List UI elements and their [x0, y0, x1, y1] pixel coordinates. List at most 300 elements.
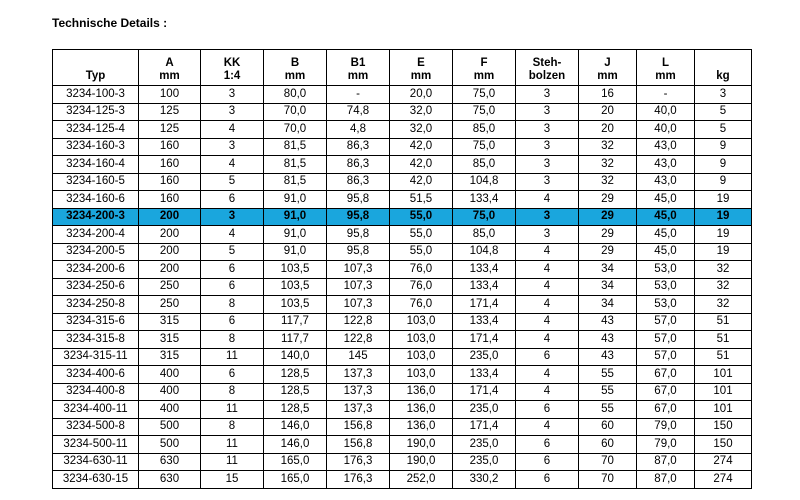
cell-e: 32,0 — [390, 103, 453, 121]
table-row — [53, 453, 752, 471]
cell-steh: 4 — [516, 383, 579, 401]
cell-b: 70,0 — [264, 103, 327, 121]
cell-kg: 150 — [695, 436, 752, 454]
cell-j: 43 — [579, 331, 637, 349]
cell-f: 85,0 — [453, 121, 516, 139]
column-header-bottom: mm — [597, 70, 618, 82]
table-row — [53, 173, 752, 191]
cell-e: 103,0 — [390, 366, 453, 384]
table-row — [53, 243, 752, 261]
cell-kg: 5 — [695, 121, 752, 139]
cell-b: 103,5 — [264, 296, 327, 314]
cell-kg: 9 — [695, 173, 752, 191]
column-header-top: F — [480, 57, 488, 69]
table-row — [53, 401, 752, 419]
cell-typ: 3234-160-4 — [53, 156, 139, 174]
cell-typ: 3234-160-6 — [53, 191, 139, 209]
table-row — [53, 331, 752, 349]
cell-j: 29 — [579, 191, 637, 209]
cell-b: 80,0 — [264, 86, 327, 104]
cell-kg: 32 — [695, 261, 752, 279]
cell-b: 70,0 — [264, 121, 327, 139]
cell-kk: 6 — [201, 313, 264, 331]
cell-b: 81,5 — [264, 173, 327, 191]
cell-steh: 4 — [516, 418, 579, 436]
cell-l: 45,0 — [637, 191, 695, 209]
cell-j: 43 — [579, 348, 637, 366]
cell-a: 200 — [139, 261, 201, 279]
cell-typ: 3234-630-15 — [53, 471, 139, 489]
cell-b: 128,5 — [264, 366, 327, 384]
cell-f: 133,4 — [453, 261, 516, 279]
cell-a: 400 — [139, 401, 201, 419]
cell-steh: 4 — [516, 366, 579, 384]
cell-b: 91,0 — [264, 191, 327, 209]
cell-b1: 176,3 — [327, 471, 390, 489]
column-header-b1 — [327, 50, 390, 86]
cell-l: 57,0 — [637, 348, 695, 366]
cell-typ: 3234-200-6 — [53, 261, 139, 279]
column-header-bottom: mm — [284, 70, 306, 82]
cell-e: 76,0 — [390, 296, 453, 314]
cell-typ: 3234-630-11 — [53, 453, 139, 471]
cell-kg: 9 — [695, 156, 752, 174]
cell-kk: 3 — [201, 208, 264, 226]
cell-b: 103,5 — [264, 261, 327, 279]
cell-steh: 3 — [516, 156, 579, 174]
cell-b1: 107,3 — [327, 278, 390, 296]
cell-kg: 51 — [695, 348, 752, 366]
table-row — [53, 278, 752, 296]
cell-l: 57,0 — [637, 331, 695, 349]
cell-e: 103,0 — [390, 313, 453, 331]
cell-a: 500 — [139, 436, 201, 454]
cell-typ: 3234-315-8 — [53, 331, 139, 349]
column-header-j — [579, 50, 637, 86]
cell-l: - — [637, 86, 695, 104]
cell-kk: 8 — [201, 383, 264, 401]
cell-a: 315 — [139, 348, 201, 366]
column-header-bottom: 1:4 — [223, 70, 241, 82]
cell-steh: 3 — [516, 173, 579, 191]
table-row — [53, 86, 752, 104]
cell-l: 43,0 — [637, 156, 695, 174]
cell-j: 55 — [579, 383, 637, 401]
cell-kg: 9 — [695, 138, 752, 156]
cell-typ: 3234-500-8 — [53, 418, 139, 436]
cell-kk: 11 — [201, 401, 264, 419]
cell-kg: 32 — [695, 296, 752, 314]
cell-f: 235,0 — [453, 436, 516, 454]
cell-f: 133,4 — [453, 278, 516, 296]
cell-b1: 86,3 — [327, 156, 390, 174]
cell-b: 128,5 — [264, 401, 327, 419]
cell-e: 136,0 — [390, 401, 453, 419]
cell-kg: 19 — [695, 208, 752, 226]
cell-a: 200 — [139, 243, 201, 261]
cell-kk: 5 — [201, 173, 264, 191]
cell-a: 250 — [139, 278, 201, 296]
table-row — [53, 121, 752, 139]
cell-j: 32 — [579, 138, 637, 156]
cell-a: 125 — [139, 103, 201, 121]
cell-b: 140,0 — [264, 348, 327, 366]
cell-l: 40,0 — [637, 103, 695, 121]
cell-a: 160 — [139, 138, 201, 156]
cell-typ: 3234-400-11 — [53, 401, 139, 419]
cell-a: 400 — [139, 366, 201, 384]
cell-e: 252,0 — [390, 471, 453, 489]
cell-b: 91,0 — [264, 226, 327, 244]
table-row — [53, 261, 752, 279]
column-header-bottom: mm — [410, 70, 432, 82]
cell-l: 79,0 — [637, 418, 695, 436]
cell-j: 70 — [579, 471, 637, 489]
table-row — [53, 383, 752, 401]
cell-l: 53,0 — [637, 278, 695, 296]
column-header-top: B1 — [350, 57, 366, 69]
cell-steh: 3 — [516, 226, 579, 244]
cell-j: 43 — [579, 313, 637, 331]
column-header-top: E — [417, 57, 425, 69]
column-header-bottom: mm — [347, 70, 369, 82]
cell-kg: 51 — [695, 313, 752, 331]
cell-a: 250 — [139, 296, 201, 314]
cell-b1: 156,8 — [327, 418, 390, 436]
cell-j: 60 — [579, 418, 637, 436]
cell-typ: 3234-125-4 — [53, 121, 139, 139]
cell-b1: 107,3 — [327, 296, 390, 314]
cell-typ: 3234-400-6 — [53, 366, 139, 384]
section-title: Technische Details : — [52, 16, 168, 30]
cell-b1: - — [327, 86, 390, 104]
cell-e: 20,0 — [390, 86, 453, 104]
cell-f: 235,0 — [453, 348, 516, 366]
cell-b: 165,0 — [264, 453, 327, 471]
cell-a: 630 — [139, 453, 201, 471]
column-header-bottom: bolzen — [528, 70, 566, 82]
cell-kg: 19 — [695, 226, 752, 244]
cell-l: 40,0 — [637, 121, 695, 139]
cell-kg: 150 — [695, 418, 752, 436]
table-body — [53, 86, 752, 489]
cell-j: 70 — [579, 453, 637, 471]
cell-a: 160 — [139, 173, 201, 191]
column-header-e — [390, 50, 453, 86]
cell-b1: 137,3 — [327, 401, 390, 419]
column-header-top: KK — [223, 57, 241, 69]
cell-l: 67,0 — [637, 383, 695, 401]
cell-kk: 11 — [201, 453, 264, 471]
table-row — [53, 471, 752, 489]
cell-b1: 95,8 — [327, 243, 390, 261]
cell-kk: 15 — [201, 471, 264, 489]
cell-f: 171,4 — [453, 331, 516, 349]
cell-kg: 32 — [695, 278, 752, 296]
cell-b: 103,5 — [264, 278, 327, 296]
cell-steh: 4 — [516, 278, 579, 296]
cell-j: 16 — [579, 86, 637, 104]
technical-details-table — [52, 49, 752, 489]
table-row — [53, 156, 752, 174]
cell-kg: 51 — [695, 331, 752, 349]
cell-a: 315 — [139, 313, 201, 331]
cell-f: 171,4 — [453, 383, 516, 401]
cell-kk: 3 — [201, 86, 264, 104]
cell-f: 171,4 — [453, 296, 516, 314]
cell-b: 81,5 — [264, 156, 327, 174]
cell-kg: 274 — [695, 471, 752, 489]
cell-l: 79,0 — [637, 436, 695, 454]
cell-j: 34 — [579, 278, 637, 296]
cell-j: 32 — [579, 156, 637, 174]
column-header-top: A — [165, 57, 174, 69]
cell-l: 43,0 — [637, 173, 695, 191]
cell-e: 42,0 — [390, 156, 453, 174]
cell-j: 34 — [579, 261, 637, 279]
column-header-kg — [695, 50, 752, 86]
cell-l: 87,0 — [637, 453, 695, 471]
cell-e: 55,0 — [390, 208, 453, 226]
cell-typ: 3234-250-8 — [53, 296, 139, 314]
cell-typ: 3234-100-3 — [53, 86, 139, 104]
cell-kk: 8 — [201, 331, 264, 349]
cell-f: 104,8 — [453, 173, 516, 191]
cell-f: 235,0 — [453, 401, 516, 419]
cell-kk: 6 — [201, 278, 264, 296]
cell-kk: 8 — [201, 296, 264, 314]
cell-steh: 4 — [516, 296, 579, 314]
cell-e: 42,0 — [390, 138, 453, 156]
cell-b1: 86,3 — [327, 173, 390, 191]
table-row — [53, 226, 752, 244]
cell-steh: 3 — [516, 208, 579, 226]
column-header-typ — [53, 50, 139, 86]
cell-kk: 4 — [201, 121, 264, 139]
cell-e: 55,0 — [390, 243, 453, 261]
cell-b1: 95,8 — [327, 208, 390, 226]
cell-typ: 3234-315-11 — [53, 348, 139, 366]
cell-f: 133,4 — [453, 366, 516, 384]
cell-kk: 11 — [201, 436, 264, 454]
cell-l: 53,0 — [637, 261, 695, 279]
cell-kk: 5 — [201, 243, 264, 261]
cell-l: 53,0 — [637, 296, 695, 314]
table-row — [53, 138, 752, 156]
cell-b1: 145 — [327, 348, 390, 366]
column-header-top: J — [604, 57, 611, 69]
cell-a: 630 — [139, 471, 201, 489]
cell-f: 85,0 — [453, 156, 516, 174]
cell-steh: 4 — [516, 313, 579, 331]
cell-kk: 6 — [201, 191, 264, 209]
table-row — [53, 313, 752, 331]
cell-steh: 6 — [516, 453, 579, 471]
cell-b: 128,5 — [264, 383, 327, 401]
cell-steh: 4 — [516, 331, 579, 349]
cell-a: 160 — [139, 156, 201, 174]
cell-kk: 3 — [201, 103, 264, 121]
cell-kk: 8 — [201, 418, 264, 436]
cell-kg: 101 — [695, 401, 752, 419]
cell-f: 104,8 — [453, 243, 516, 261]
cell-steh: 4 — [516, 191, 579, 209]
cell-f: 330,2 — [453, 471, 516, 489]
cell-f: 75,0 — [453, 138, 516, 156]
cell-kg: 274 — [695, 453, 752, 471]
cell-typ: 3234-315-6 — [53, 313, 139, 331]
table-header-row — [53, 50, 752, 86]
cell-kk: 4 — [201, 156, 264, 174]
cell-b1: 122,8 — [327, 331, 390, 349]
cell-j: 20 — [579, 121, 637, 139]
column-header-a — [139, 50, 201, 86]
cell-kg: 101 — [695, 383, 752, 401]
cell-f: 133,4 — [453, 313, 516, 331]
table-row — [53, 348, 752, 366]
table-row — [53, 296, 752, 314]
column-header-top: B — [290, 57, 300, 69]
cell-steh: 6 — [516, 401, 579, 419]
cell-a: 100 — [139, 86, 201, 104]
table-row — [53, 418, 752, 436]
column-header-b — [264, 50, 327, 86]
table-row — [53, 191, 752, 209]
column-header-bottom: Typ — [85, 70, 106, 82]
cell-typ: 3234-500-11 — [53, 436, 139, 454]
cell-f: 133,4 — [453, 191, 516, 209]
cell-e: 190,0 — [390, 436, 453, 454]
cell-l: 67,0 — [637, 366, 695, 384]
cell-steh: 3 — [516, 86, 579, 104]
column-header-bottom: mm — [655, 70, 676, 82]
cell-j: 29 — [579, 243, 637, 261]
cell-kk: 4 — [201, 226, 264, 244]
cell-e: 76,0 — [390, 278, 453, 296]
cell-kg: 3 — [695, 86, 752, 104]
column-header-l — [637, 50, 695, 86]
cell-a: 500 — [139, 418, 201, 436]
cell-typ: 3234-200-4 — [53, 226, 139, 244]
cell-kg: 19 — [695, 191, 752, 209]
cell-b: 165,0 — [264, 471, 327, 489]
cell-b1: 176,3 — [327, 453, 390, 471]
cell-e: 32,0 — [390, 121, 453, 139]
cell-f: 75,0 — [453, 208, 516, 226]
cell-b1: 122,8 — [327, 313, 390, 331]
cell-steh: 4 — [516, 261, 579, 279]
cell-b1: 74,8 — [327, 103, 390, 121]
column-header-top: Steh- — [532, 57, 562, 69]
cell-typ: 3234-250-6 — [53, 278, 139, 296]
cell-b1: 95,8 — [327, 226, 390, 244]
cell-kk: 11 — [201, 348, 264, 366]
cell-b1: 137,3 — [327, 383, 390, 401]
cell-b1: 86,3 — [327, 138, 390, 156]
cell-l: 45,0 — [637, 243, 695, 261]
cell-e: 55,0 — [390, 226, 453, 244]
column-header-kk — [201, 50, 264, 86]
cell-l: 45,0 — [637, 226, 695, 244]
cell-j: 55 — [579, 366, 637, 384]
cell-kg: 5 — [695, 103, 752, 121]
cell-e: 51,5 — [390, 191, 453, 209]
cell-f: 171,4 — [453, 418, 516, 436]
cell-f: 85,0 — [453, 226, 516, 244]
cell-b: 146,0 — [264, 418, 327, 436]
cell-j: 29 — [579, 208, 637, 226]
cell-steh: 6 — [516, 471, 579, 489]
cell-steh: 6 — [516, 436, 579, 454]
column-header-top: L — [661, 57, 670, 69]
column-header-bottom: mm — [473, 70, 495, 82]
cell-b1: 107,3 — [327, 261, 390, 279]
cell-b1: 156,8 — [327, 436, 390, 454]
cell-j: 32 — [579, 173, 637, 191]
column-header-f — [453, 50, 516, 86]
column-header-bottom: mm — [159, 70, 180, 82]
cell-kk: 6 — [201, 366, 264, 384]
cell-e: 136,0 — [390, 383, 453, 401]
cell-b: 146,0 — [264, 436, 327, 454]
cell-f: 235,0 — [453, 453, 516, 471]
cell-kk: 6 — [201, 261, 264, 279]
cell-typ: 3234-125-3 — [53, 103, 139, 121]
cell-b: 117,7 — [264, 331, 327, 349]
table-row — [53, 103, 752, 121]
column-header-top — [695, 57, 751, 70]
cell-typ: 3234-400-8 — [53, 383, 139, 401]
table-row-highlighted — [53, 208, 752, 226]
cell-b1: 95,8 — [327, 191, 390, 209]
cell-l: 45,0 — [637, 208, 695, 226]
cell-e: 103,0 — [390, 348, 453, 366]
cell-kk: 3 — [201, 138, 264, 156]
cell-typ: 3234-200-5 — [53, 243, 139, 261]
cell-b1: 4,8 — [327, 121, 390, 139]
cell-j: 20 — [579, 103, 637, 121]
cell-steh: 6 — [516, 348, 579, 366]
cell-steh: 3 — [516, 138, 579, 156]
cell-kg: 19 — [695, 243, 752, 261]
cell-e: 42,0 — [390, 173, 453, 191]
cell-steh: 4 — [516, 243, 579, 261]
column-header-steh — [516, 50, 579, 86]
cell-l: 87,0 — [637, 471, 695, 489]
cell-l: 67,0 — [637, 401, 695, 419]
cell-e: 190,0 — [390, 453, 453, 471]
cell-j: 29 — [579, 226, 637, 244]
cell-l: 43,0 — [637, 138, 695, 156]
cell-typ: 3234-160-3 — [53, 138, 139, 156]
table-row — [53, 366, 752, 384]
cell-f: 75,0 — [453, 86, 516, 104]
cell-steh: 3 — [516, 121, 579, 139]
cell-f: 75,0 — [453, 103, 516, 121]
cell-a: 315 — [139, 331, 201, 349]
cell-j: 34 — [579, 296, 637, 314]
column-header-top — [53, 57, 138, 70]
column-header-bottom: kg — [716, 70, 730, 82]
cell-b: 91,0 — [264, 243, 327, 261]
cell-b: 117,7 — [264, 313, 327, 331]
cell-e: 76,0 — [390, 261, 453, 279]
cell-a: 400 — [139, 383, 201, 401]
cell-typ: 3234-160-5 — [53, 173, 139, 191]
cell-e: 136,0 — [390, 418, 453, 436]
cell-b: 81,5 — [264, 138, 327, 156]
cell-typ: 3234-200-3 — [53, 208, 139, 226]
